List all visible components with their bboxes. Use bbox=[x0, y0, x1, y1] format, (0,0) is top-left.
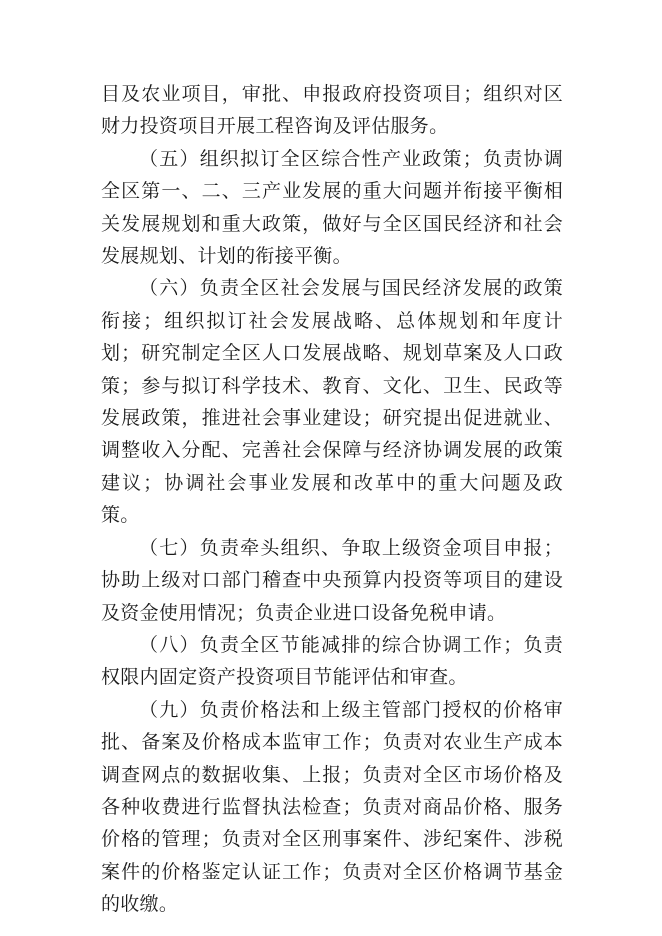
paragraph-item-8: （八）负责全区节能减排的综合协调工作；负责权限内固定资产投资项目节能评估和审查。 bbox=[101, 633, 563, 689]
paragraph-continued: 目及农业项目，审批、申报政府投资项目；组织对区财力投资项目开展工程咨询及评估服务。 bbox=[101, 83, 563, 138]
paragraph-item-9: （九）负责价格法和上级主管部门授权的价格审批、备案及价格成本监审工作；负责对农业生产成本调查网点的数据收集、上报；负责对全区市场价格及各种收费进行监督执法检查；负责对商品价格、服务价格的管理；负责对全区刑事案件、涉纪案件、涉税案件的价格鉴定认证工作；负责对全区价格调节基金的收缴。 bbox=[101, 698, 563, 916]
paragraph-item-7: （七）负责牵头组织、争取上级资金项目申报；协助上级对口部门稽查中央预算内投资等项目的建设及资金使用情况；负责企业进口设备免税申请。 bbox=[101, 536, 563, 624]
paragraph-item-6: （六）负责全区社会发展与国民经济发展的政策衔接；组织拟订社会发展战略、总体规划和年度计划；研究制定全区人口发展战略、规划草案及人口政策；参与拟订科学技术、教育、文化、卫生、民政等发展政策，推进社会事业建设；研究提出促进就业、调整收入分配、完善社会保障与经济协调发展的政策建议；协调社会事业发展和改革中的重大问题及政策。 bbox=[101, 277, 563, 527]
paragraph-item-5: （五）组织拟订全区综合性产业政策；负责协调全区第一、二、三产业发展的重大问题并衔接平衡相关发展规划和重大政策，做好与全区国民经济和社会发展规划、计划的衔接平衡。 bbox=[101, 147, 563, 268]
document-body bbox=[101, 78, 563, 921]
